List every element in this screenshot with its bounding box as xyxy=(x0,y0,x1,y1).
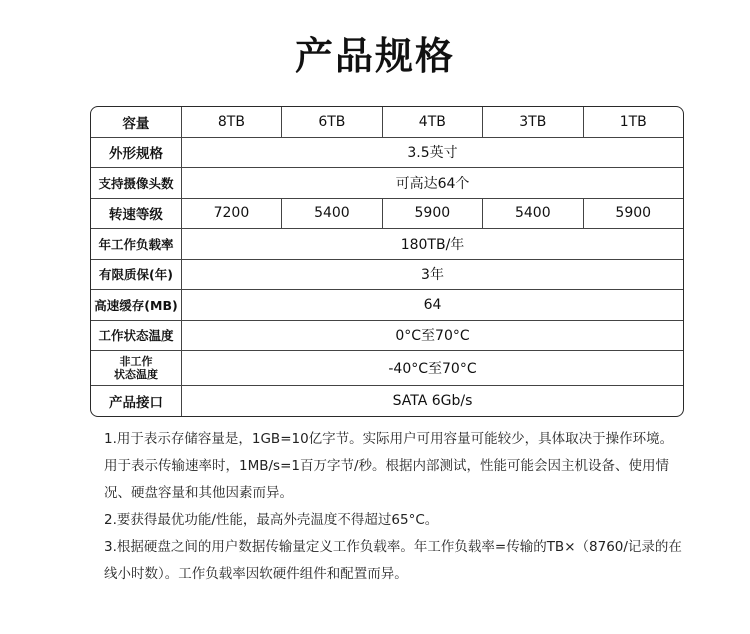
footnote-3: 3.根据硬盘之间的用户数据传输量定义工作负载率。年工作负载率=传输的TB×（8760/记录的在线小时数）。工作负载率因软硬件组件和配置而异。 xyxy=(104,539,682,582)
capacity-value: 4TB xyxy=(382,107,482,137)
rpm-value: 7200 xyxy=(181,199,281,229)
rpm-value: 5900 xyxy=(382,199,482,229)
rpm-value: 5400 xyxy=(281,199,381,229)
nonop-temp-value: -40°C至70°C xyxy=(181,351,683,385)
row-label-nonop-temp xyxy=(91,351,181,385)
form-factor-value: 3.5英寸 xyxy=(181,138,683,168)
row-label-cache: 高速缓存(MB) xyxy=(94,297,178,313)
rpm-value: 5900 xyxy=(583,199,683,229)
rpm-value: 5400 xyxy=(482,199,582,229)
row-label-op-temp: 工作状态温度 xyxy=(98,328,174,344)
footnotes xyxy=(104,426,684,588)
table-row-op-temp xyxy=(91,320,683,351)
footnote-1: 1.用于表示存储容量是，1GB=10亿字节。实际用户可用容量可能较少，具体取决于操作环境。用于表示传输速率时，1MB/s=1百万字节/秒。根据内部测试，性能可能会因主机设备、使用情况、硬盘容量和其他因素而异。 xyxy=(104,431,674,501)
row-label-nonop-temp-line1: 非工作 xyxy=(119,355,153,368)
row-label-capacity: 容量 xyxy=(122,115,150,132)
table-row-workload xyxy=(91,228,683,259)
table-row-nonop-temp xyxy=(91,350,683,385)
row-label-cameras: 支持摄像头数 xyxy=(98,175,174,191)
row-label-rpm: 转速等级 xyxy=(108,207,163,224)
table-row-cameras xyxy=(91,167,683,198)
row-label-interface: 产品接口 xyxy=(109,394,163,411)
table-row-rpm xyxy=(91,198,683,229)
table-row-interface xyxy=(91,385,683,416)
workload-value: 180TB/年 xyxy=(181,229,683,259)
capacity-value: 1TB xyxy=(583,107,683,137)
capacity-value: 8TB xyxy=(181,107,281,137)
row-label-warranty: 有限质保(年) xyxy=(99,267,173,283)
row-label-form-factor: 外形规格 xyxy=(109,146,163,163)
spec-table xyxy=(90,106,684,417)
row-label-nonop-temp-line2: 状态温度 xyxy=(114,368,158,381)
interface-value: SATA 6Gb/s xyxy=(181,386,683,416)
page-title: 产品规格 xyxy=(294,34,455,78)
cache-value: 64 xyxy=(181,290,683,320)
row-label-workload: 年工作负载率 xyxy=(98,236,174,252)
capacity-value: 6TB xyxy=(281,107,381,137)
table-row-cache xyxy=(91,289,683,320)
table-row-warranty xyxy=(91,259,683,290)
table-row-capacity xyxy=(91,107,683,137)
op-temp-value: 0°C至70°C xyxy=(181,321,683,351)
cameras-value: 可高达64个 xyxy=(181,168,683,198)
table-row-form-factor xyxy=(91,137,683,168)
footnote-2: 2.要获得最优功能/性能，最高外壳温度不得超过65°C。 xyxy=(104,512,439,528)
warranty-value: 3年 xyxy=(181,260,683,290)
capacity-value: 3TB xyxy=(482,107,582,137)
